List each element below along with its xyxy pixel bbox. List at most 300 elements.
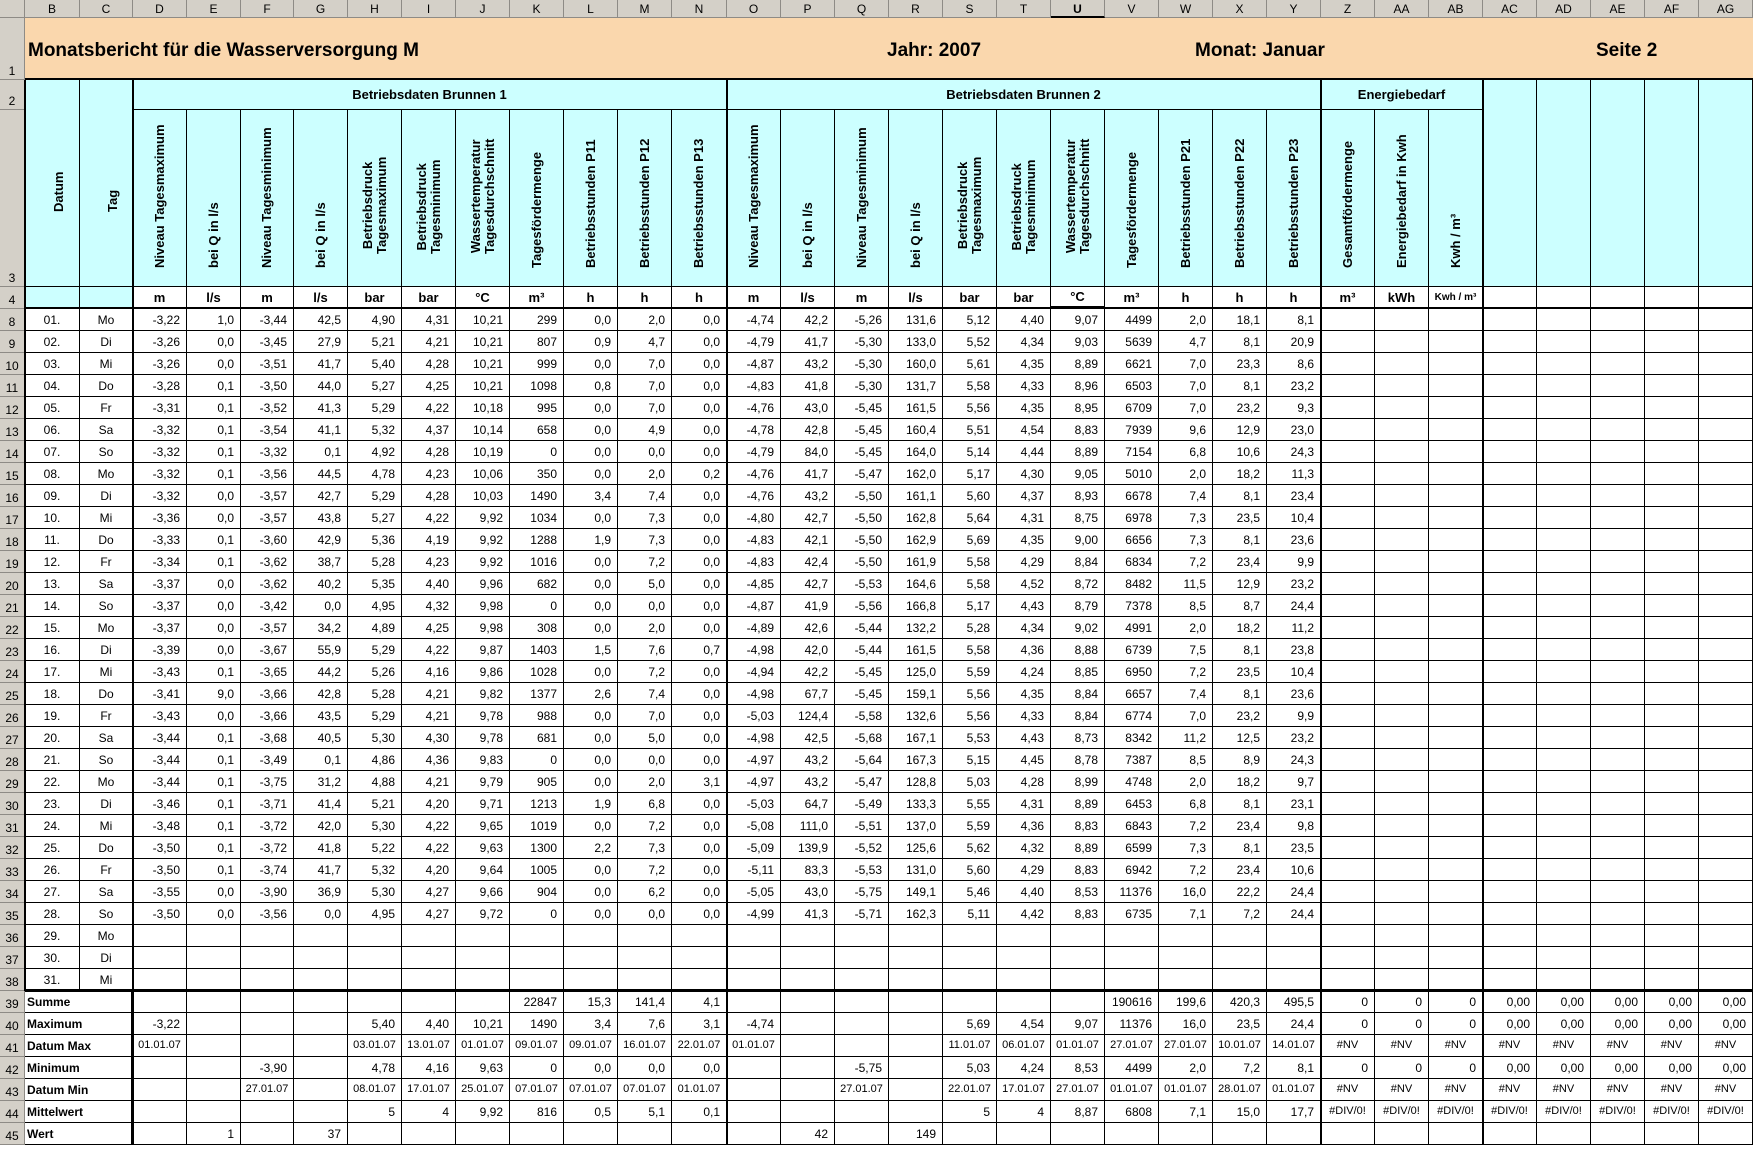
summary-z-42[interactable]: 0: [1321, 1057, 1375, 1079]
cell-ad-23[interactable]: [1537, 639, 1591, 661]
cell-t-21[interactable]: 4,43: [997, 595, 1051, 617]
summary-p-43[interactable]: [781, 1079, 835, 1101]
cell-w-11[interactable]: 7,0: [1159, 375, 1213, 397]
cell-q-37[interactable]: [835, 947, 889, 969]
cell-ab-35[interactable]: [1429, 903, 1483, 925]
summary-d-40[interactable]: -3,22: [133, 1013, 187, 1035]
cell-p-18[interactable]: 42,1: [781, 529, 835, 551]
summary-m-39[interactable]: 141,4: [618, 991, 672, 1013]
cell-datum[interactable]: 29.: [25, 925, 80, 947]
cell-z-18[interactable]: [1321, 529, 1375, 551]
header-ab[interactable]: [1429, 110, 1483, 287]
header-g[interactable]: [294, 110, 348, 287]
cell-v-18[interactable]: 6656: [1105, 529, 1159, 551]
cell-g-36[interactable]: [294, 925, 348, 947]
cell-f-22[interactable]: -3,57: [241, 617, 294, 639]
cell-s-15[interactable]: 5,17: [943, 463, 997, 485]
cell-h-19[interactable]: 5,28: [348, 551, 402, 573]
summary-k-40[interactable]: 1490: [510, 1013, 564, 1035]
summary-ac-39[interactable]: 0,00: [1483, 991, 1537, 1013]
cell-t-34[interactable]: 4,40: [997, 881, 1051, 903]
summary-o-39[interactable]: [727, 991, 781, 1013]
cell-ag-17[interactable]: [1699, 507, 1753, 529]
cell-ad-25[interactable]: [1537, 683, 1591, 705]
summary-u-39[interactable]: [1051, 991, 1105, 1013]
cell-x-8[interactable]: 18,1: [1213, 309, 1267, 331]
cell-p-38[interactable]: [781, 969, 835, 991]
cell-x-28[interactable]: 8,9: [1213, 749, 1267, 771]
summary-z-44[interactable]: #DIV/0!: [1321, 1101, 1375, 1123]
cell-ad-22[interactable]: [1537, 617, 1591, 639]
cell-tag[interactable]: Di: [80, 331, 133, 353]
cell-i-20[interactable]: 4,40: [402, 573, 456, 595]
cell-w-32[interactable]: 7,3: [1159, 837, 1213, 859]
summary-ad-44[interactable]: #DIV/0!: [1537, 1101, 1591, 1123]
cell-p-20[interactable]: 42,7: [781, 573, 835, 595]
cell-s-36[interactable]: [943, 925, 997, 947]
cell-r-35[interactable]: 162,3: [889, 903, 943, 925]
summary-o-45[interactable]: [727, 1123, 781, 1145]
cell-ac-8[interactable]: [1483, 309, 1537, 331]
cell-u-18[interactable]: 9,00: [1051, 529, 1105, 551]
cell-d-8[interactable]: -3,22: [133, 309, 187, 331]
cell-z-28[interactable]: [1321, 749, 1375, 771]
cell-ae-16[interactable]: [1591, 485, 1645, 507]
cell-q-18[interactable]: -5,50: [835, 529, 889, 551]
cell-tag[interactable]: Mo: [80, 463, 133, 485]
summary-aa-40[interactable]: 0: [1375, 1013, 1429, 1035]
cell-e-31[interactable]: 0,1: [187, 815, 241, 837]
cell-v-21[interactable]: 7378: [1105, 595, 1159, 617]
cell-t-26[interactable]: 4,33: [997, 705, 1051, 727]
cell-x-35[interactable]: 7,2: [1213, 903, 1267, 925]
cell-p-23[interactable]: 42,0: [781, 639, 835, 661]
row-header-44[interactable]: 44: [0, 1101, 25, 1123]
summary-d-43[interactable]: [133, 1079, 187, 1101]
cell-ab-20[interactable]: [1429, 573, 1483, 595]
summary-aa-39[interactable]: 0: [1375, 991, 1429, 1013]
cell-aa-32[interactable]: [1375, 837, 1429, 859]
cell-r-37[interactable]: [889, 947, 943, 969]
cell-r-31[interactable]: 137,0: [889, 815, 943, 837]
cell-y-12[interactable]: 9,3: [1267, 397, 1321, 419]
cell-l-34[interactable]: 0,0: [564, 881, 618, 903]
cell-k-11[interactable]: 1098: [510, 375, 564, 397]
cell-o-21[interactable]: -4,87: [727, 595, 781, 617]
cell-u-34[interactable]: 8,53: [1051, 881, 1105, 903]
row-header-8[interactable]: 8: [0, 309, 25, 331]
cell-o-26[interactable]: -5,03: [727, 705, 781, 727]
cell-ac-20[interactable]: [1483, 573, 1537, 595]
cell-n-26[interactable]: 0,0: [672, 705, 727, 727]
cell-aa-10[interactable]: [1375, 353, 1429, 375]
cell-ab-38[interactable]: [1429, 969, 1483, 991]
row-header-16[interactable]: 16: [0, 485, 25, 507]
cell-ab-13[interactable]: [1429, 419, 1483, 441]
cell-tag[interactable]: So: [80, 903, 133, 925]
summary-t-41[interactable]: 06.01.07: [997, 1035, 1051, 1057]
cell-ab-16[interactable]: [1429, 485, 1483, 507]
summary-p-42[interactable]: [781, 1057, 835, 1079]
column-header-f[interactable]: F: [241, 0, 294, 18]
cell-n-37[interactable]: [672, 947, 727, 969]
cell-z-17[interactable]: [1321, 507, 1375, 529]
cell-v-25[interactable]: 6657: [1105, 683, 1159, 705]
cell-ae-13[interactable]: [1591, 419, 1645, 441]
cell-ac-35[interactable]: [1483, 903, 1537, 925]
cell-o-22[interactable]: -4,89: [727, 617, 781, 639]
row-header-26[interactable]: 26: [0, 705, 25, 727]
cell-g-34[interactable]: 36,9: [294, 881, 348, 903]
cell-af-11[interactable]: [1645, 375, 1699, 397]
summary-j-41[interactable]: 01.01.07: [456, 1035, 510, 1057]
cell-x-20[interactable]: 12,9: [1213, 573, 1267, 595]
unit-p[interactable]: l/s: [781, 287, 835, 309]
cell-z-35[interactable]: [1321, 903, 1375, 925]
cell-l-22[interactable]: 0,0: [564, 617, 618, 639]
cell-ac-31[interactable]: [1483, 815, 1537, 837]
summary-ae-44[interactable]: #DIV/0!: [1591, 1101, 1645, 1123]
cell-j-37[interactable]: [456, 947, 510, 969]
cell-r-13[interactable]: 160,4: [889, 419, 943, 441]
header-x[interactable]: [1213, 110, 1267, 287]
cell-tag[interactable]: Mo: [80, 617, 133, 639]
cell-ag-18[interactable]: [1699, 529, 1753, 551]
cell-t-8[interactable]: 4,40: [997, 309, 1051, 331]
cell-ab-11[interactable]: [1429, 375, 1483, 397]
cell-aa-33[interactable]: [1375, 859, 1429, 881]
cell-aa-36[interactable]: [1375, 925, 1429, 947]
cell-aa-17[interactable]: [1375, 507, 1429, 529]
cell-k-37[interactable]: [510, 947, 564, 969]
cell-x-29[interactable]: 18,2: [1213, 771, 1267, 793]
cell-p-36[interactable]: [781, 925, 835, 947]
summary-i-45[interactable]: [402, 1123, 456, 1145]
summary-n-42[interactable]: 0,0: [672, 1057, 727, 1079]
cell-h-23[interactable]: 5,29: [348, 639, 402, 661]
cell-s-32[interactable]: 5,62: [943, 837, 997, 859]
unit-r[interactable]: l/s: [889, 287, 943, 309]
unit-m[interactable]: h: [618, 287, 672, 309]
cell-ac-16[interactable]: [1483, 485, 1537, 507]
cell-ag-16[interactable]: [1699, 485, 1753, 507]
cell-datum[interactable]: 16.: [25, 639, 80, 661]
cell-k-24[interactable]: 1028: [510, 661, 564, 683]
cell-x-33[interactable]: 23,4: [1213, 859, 1267, 881]
header-s[interactable]: [943, 110, 997, 287]
cell-tag[interactable]: Di: [80, 793, 133, 815]
cell-r-21[interactable]: 166,8: [889, 595, 943, 617]
cell-s-37[interactable]: [943, 947, 997, 969]
cell-e-36[interactable]: [187, 925, 241, 947]
summary-af-40[interactable]: 0,00: [1645, 1013, 1699, 1035]
cell-f-15[interactable]: -3,56: [241, 463, 294, 485]
cell-l-31[interactable]: 0,0: [564, 815, 618, 837]
summary-y-39[interactable]: 495,5: [1267, 991, 1321, 1013]
cell-j-34[interactable]: 9,66: [456, 881, 510, 903]
cell-s-17[interactable]: 5,64: [943, 507, 997, 529]
cell-m-10[interactable]: 7,0: [618, 353, 672, 375]
cell-e-25[interactable]: 9,0: [187, 683, 241, 705]
cell-ab-21[interactable]: [1429, 595, 1483, 617]
cell-k-20[interactable]: 682: [510, 573, 564, 595]
cell-f-24[interactable]: -3,65: [241, 661, 294, 683]
cell-r-25[interactable]: 159,1: [889, 683, 943, 705]
cell-h-28[interactable]: 4,86: [348, 749, 402, 771]
summary-v-42[interactable]: 4499: [1105, 1057, 1159, 1079]
column-header-ad[interactable]: AD: [1537, 0, 1591, 18]
cell-w-19[interactable]: 7,2: [1159, 551, 1213, 573]
cell-tag[interactable]: Sa: [80, 727, 133, 749]
summary-y-42[interactable]: 8,1: [1267, 1057, 1321, 1079]
cell-datum[interactable]: 26.: [25, 859, 80, 881]
cell-v-19[interactable]: 6834: [1105, 551, 1159, 573]
row-header-31[interactable]: 31: [0, 815, 25, 837]
cell-u-35[interactable]: 8,83: [1051, 903, 1105, 925]
cell-m-28[interactable]: 0,0: [618, 749, 672, 771]
row-header-36[interactable]: 36: [0, 925, 25, 947]
cell-l-38[interactable]: [564, 969, 618, 991]
cell-k-16[interactable]: 1490: [510, 485, 564, 507]
cell-j-20[interactable]: 9,96: [456, 573, 510, 595]
cell-z-22[interactable]: [1321, 617, 1375, 639]
summary-f-40[interactable]: [241, 1013, 294, 1035]
summary-ag-44[interactable]: #DIV/0!: [1699, 1101, 1753, 1123]
cell-q-10[interactable]: -5,30: [835, 353, 889, 375]
cell-af-14[interactable]: [1645, 441, 1699, 463]
cell-u-8[interactable]: 9,07: [1051, 309, 1105, 331]
summary-ac-43[interactable]: #NV: [1483, 1079, 1537, 1101]
summary-label-wert[interactable]: Wert: [25, 1123, 133, 1145]
cell-h-10[interactable]: 5,40: [348, 353, 402, 375]
cell-ab-29[interactable]: [1429, 771, 1483, 793]
unit-x[interactable]: h: [1213, 287, 1267, 309]
cell-h-34[interactable]: 5,30: [348, 881, 402, 903]
summary-ab-42[interactable]: 0: [1429, 1057, 1483, 1079]
cell-f-16[interactable]: -3,57: [241, 485, 294, 507]
cell-y-8[interactable]: 8,1: [1267, 309, 1321, 331]
header-r[interactable]: [889, 110, 943, 287]
cell-ac-17[interactable]: [1483, 507, 1537, 529]
summary-j-44[interactable]: 9,92: [456, 1101, 510, 1123]
cell-d-36[interactable]: [133, 925, 187, 947]
summary-g-42[interactable]: [294, 1057, 348, 1079]
cell-z-23[interactable]: [1321, 639, 1375, 661]
cell-i-13[interactable]: 4,37: [402, 419, 456, 441]
cell-ab-25[interactable]: [1429, 683, 1483, 705]
cell-q-9[interactable]: -5,30: [835, 331, 889, 353]
column-header-b[interactable]: B: [25, 0, 80, 18]
cell-q-34[interactable]: -5,75: [835, 881, 889, 903]
column-header-p[interactable]: P: [781, 0, 835, 18]
cell-aa-37[interactable]: [1375, 947, 1429, 969]
summary-d-39[interactable]: [133, 991, 187, 1013]
cell-e-32[interactable]: 0,1: [187, 837, 241, 859]
cell-k-14[interactable]: 0: [510, 441, 564, 463]
cell-ae-36[interactable]: [1591, 925, 1645, 947]
summary-w-44[interactable]: 7,1: [1159, 1101, 1213, 1123]
cell-x-27[interactable]: 12,5: [1213, 727, 1267, 749]
cell-e-18[interactable]: 0,1: [187, 529, 241, 551]
summary-g-45[interactable]: 37: [294, 1123, 348, 1145]
cell-o-9[interactable]: -4,79: [727, 331, 781, 353]
cell-x-14[interactable]: 10,6: [1213, 441, 1267, 463]
cell-ag-19[interactable]: [1699, 551, 1753, 573]
summary-k-42[interactable]: 0: [510, 1057, 564, 1079]
cell-o-32[interactable]: -5,09: [727, 837, 781, 859]
cell-x-36[interactable]: [1213, 925, 1267, 947]
cell-n-13[interactable]: 0,0: [672, 419, 727, 441]
summary-l-43[interactable]: 07.01.07: [564, 1079, 618, 1101]
header-e[interactable]: [187, 110, 241, 287]
cell-y-15[interactable]: 11,3: [1267, 463, 1321, 485]
cell-x-16[interactable]: 8,1: [1213, 485, 1267, 507]
summary-n-41[interactable]: 22.01.07: [672, 1035, 727, 1057]
cell-d-37[interactable]: [133, 947, 187, 969]
summary-v-45[interactable]: [1105, 1123, 1159, 1145]
cell-y-38[interactable]: [1267, 969, 1321, 991]
cell-p-17[interactable]: 42,7: [781, 507, 835, 529]
cell-af-28[interactable]: [1645, 749, 1699, 771]
cell-f-23[interactable]: -3,67: [241, 639, 294, 661]
row-header-1[interactable]: 1: [0, 18, 25, 80]
row-header-18[interactable]: 18: [0, 529, 25, 551]
cell-af-9[interactable]: [1645, 331, 1699, 353]
cell-ac-37[interactable]: [1483, 947, 1537, 969]
cell-s-9[interactable]: 5,52: [943, 331, 997, 353]
cell-tag[interactable]: Mi: [80, 353, 133, 375]
cell-t-28[interactable]: 4,45: [997, 749, 1051, 771]
cell-o-29[interactable]: -4,97: [727, 771, 781, 793]
cell-y-24[interactable]: 10,4: [1267, 661, 1321, 683]
cell-k-8[interactable]: 299: [510, 309, 564, 331]
cell-ab-30[interactable]: [1429, 793, 1483, 815]
cell-n-18[interactable]: 0,0: [672, 529, 727, 551]
cell-z-13[interactable]: [1321, 419, 1375, 441]
row-header-45[interactable]: 45: [0, 1123, 25, 1145]
cell-af-23[interactable]: [1645, 639, 1699, 661]
cell-s-23[interactable]: 5,58: [943, 639, 997, 661]
cell-aa-9[interactable]: [1375, 331, 1429, 353]
cell-t-24[interactable]: 4,24: [997, 661, 1051, 683]
row-header-23[interactable]: 23: [0, 639, 25, 661]
cell-ae-18[interactable]: [1591, 529, 1645, 551]
cell-v-38[interactable]: [1105, 969, 1159, 991]
cell-o-11[interactable]: -4,83: [727, 375, 781, 397]
cell-r-12[interactable]: 161,5: [889, 397, 943, 419]
header-empty-af[interactable]: [1645, 80, 1699, 287]
summary-m-44[interactable]: 5,1: [618, 1101, 672, 1123]
cell-l-21[interactable]: 0,0: [564, 595, 618, 617]
cell-g-8[interactable]: 42,5: [294, 309, 348, 331]
cell-p-10[interactable]: 43,2: [781, 353, 835, 375]
unit-tag[interactable]: [80, 287, 133, 309]
unit-h[interactable]: bar: [348, 287, 402, 309]
summary-af-45[interactable]: [1645, 1123, 1699, 1145]
summary-f-44[interactable]: [241, 1101, 294, 1123]
cell-v-32[interactable]: 6599: [1105, 837, 1159, 859]
row-header-9[interactable]: 9: [0, 331, 25, 353]
cell-p-28[interactable]: 43,2: [781, 749, 835, 771]
cell-af-30[interactable]: [1645, 793, 1699, 815]
cell-j-18[interactable]: 9,92: [456, 529, 510, 551]
header-brunnen1[interactable]: Betriebsdaten Brunnen 1: [133, 80, 727, 110]
cell-af-35[interactable]: [1645, 903, 1699, 925]
cell-datum[interactable]: 17.: [25, 661, 80, 683]
cell-ag-31[interactable]: [1699, 815, 1753, 837]
summary-ab-41[interactable]: #NV: [1429, 1035, 1483, 1057]
month-label[interactable]: Monat: Januar: [1195, 40, 1325, 61]
cell-d-29[interactable]: -3,44: [133, 771, 187, 793]
summary-k-44[interactable]: 816: [510, 1101, 564, 1123]
header-brunnen2[interactable]: Betriebsdaten Brunnen 2: [727, 80, 1321, 110]
cell-g-28[interactable]: 0,1: [294, 749, 348, 771]
summary-x-42[interactable]: 7,2: [1213, 1057, 1267, 1079]
cell-ad-12[interactable]: [1537, 397, 1591, 419]
summary-label-mittelwert[interactable]: Mittelwert: [25, 1101, 133, 1123]
cell-l-30[interactable]: 1,9: [564, 793, 618, 815]
cell-ac-28[interactable]: [1483, 749, 1537, 771]
cell-datum[interactable]: 19.: [25, 705, 80, 727]
cell-r-14[interactable]: 164,0: [889, 441, 943, 463]
cell-h-18[interactable]: 5,36: [348, 529, 402, 551]
cell-ae-10[interactable]: [1591, 353, 1645, 375]
cell-af-22[interactable]: [1645, 617, 1699, 639]
cell-w-31[interactable]: 7,2: [1159, 815, 1213, 837]
summary-k-41[interactable]: 09.01.07: [510, 1035, 564, 1057]
cell-e-15[interactable]: 0,1: [187, 463, 241, 485]
column-header-w[interactable]: W: [1159, 0, 1213, 18]
cell-ac-22[interactable]: [1483, 617, 1537, 639]
column-header-c[interactable]: C: [80, 0, 133, 18]
summary-d-42[interactable]: [133, 1057, 187, 1079]
cell-g-32[interactable]: 41,8: [294, 837, 348, 859]
cell-s-38[interactable]: [943, 969, 997, 991]
cell-ae-38[interactable]: [1591, 969, 1645, 991]
summary-s-41[interactable]: 11.01.07: [943, 1035, 997, 1057]
unit-y[interactable]: h: [1267, 287, 1321, 309]
cell-e-20[interactable]: 0,0: [187, 573, 241, 595]
cell-f-36[interactable]: [241, 925, 294, 947]
cell-l-35[interactable]: 0,0: [564, 903, 618, 925]
cell-af-16[interactable]: [1645, 485, 1699, 507]
cell-v-29[interactable]: 4748: [1105, 771, 1159, 793]
cell-ac-34[interactable]: [1483, 881, 1537, 903]
cell-k-21[interactable]: 0: [510, 595, 564, 617]
cell-k-25[interactable]: 1377: [510, 683, 564, 705]
cell-r-24[interactable]: 125,0: [889, 661, 943, 683]
cell-u-38[interactable]: [1051, 969, 1105, 991]
summary-r-44[interactable]: [889, 1101, 943, 1123]
cell-h-30[interactable]: 5,21: [348, 793, 402, 815]
cell-ag-38[interactable]: [1699, 969, 1753, 991]
cell-s-18[interactable]: 5,69: [943, 529, 997, 551]
cell-f-31[interactable]: -3,72: [241, 815, 294, 837]
row-header-32[interactable]: 32: [0, 837, 25, 859]
cell-aa-12[interactable]: [1375, 397, 1429, 419]
summary-q-45[interactable]: [835, 1123, 889, 1145]
cell-w-36[interactable]: [1159, 925, 1213, 947]
cell-q-27[interactable]: -5,68: [835, 727, 889, 749]
cell-h-11[interactable]: 5,27: [348, 375, 402, 397]
cell-v-24[interactable]: 6950: [1105, 661, 1159, 683]
cell-v-34[interactable]: 11376: [1105, 881, 1159, 903]
cell-ab-8[interactable]: [1429, 309, 1483, 331]
cell-j-21[interactable]: 9,98: [456, 595, 510, 617]
cell-y-28[interactable]: 24,3: [1267, 749, 1321, 771]
cell-af-20[interactable]: [1645, 573, 1699, 595]
cell-x-23[interactable]: 8,1: [1213, 639, 1267, 661]
